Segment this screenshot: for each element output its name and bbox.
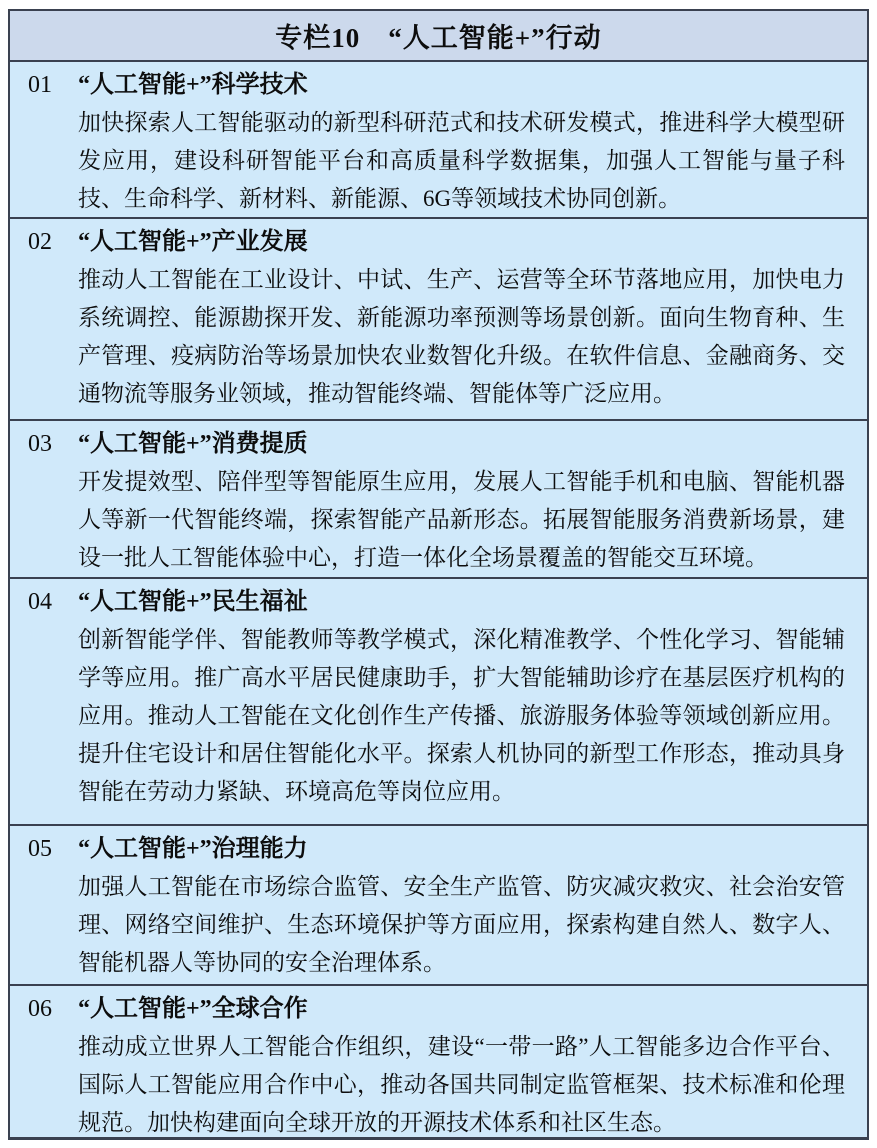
section-title: “人工智能+”科学技术	[78, 72, 308, 98]
section-title: “人工智能+”治理能力	[78, 836, 308, 862]
panel-title: 专栏10 “人工智能+”行动	[275, 23, 602, 53]
section-number: 05	[28, 836, 52, 862]
section-number: 04	[28, 589, 52, 615]
section-body: 开发提效型、陪伴型等智能原生应用，发展人工智能手机和电脑、智能机器人等新一代智能终端，探索智能产品新形态。拓展智能服务消费新场景，建设一批人工智能体验中心，打造一体化全场景覆盖的智能交互环境。	[78, 469, 845, 570]
section-number: 01	[28, 72, 52, 98]
section-title: “人工智能+”民生福祉	[78, 589, 308, 615]
section-industry-development	[10, 217, 867, 419]
section-governance-capacity	[10, 824, 867, 984]
ai-plus-action-panel	[8, 9, 869, 1140]
section-number: 06	[28, 996, 52, 1022]
section-title: “人工智能+”消费提质	[78, 431, 308, 457]
section-body: 推动人工智能在工业设计、中试、生产、运营等全环节落地应用，加快电力系统调控、能源勘探开发、新能源功率预测等场景创新。面向生物育种、生产管理、疫病防治等场景加快农业数智化升级。在软件信息、金融商务、交通物流等服务业领域，推动智能终端、智能体等广泛应用。	[78, 267, 845, 406]
section-heading	[28, 583, 845, 621]
section-body: 加强人工智能在市场综合监管、安全生产监管、防灾减灾救灾、社会治安管理、网络空间维护、生态环境保护等方面应用，探索构建自然人、数字人、智能机器人等协同的安全治理体系。	[78, 874, 845, 975]
section-consumption-quality	[10, 419, 867, 577]
section-body: 推动成立世界人工智能合作组织，建设“一带一路”人工智能多边合作平台、国际人工智能应用合作中心，推动各国共同制定监管框架、技术标准和伦理规范。加快构建面向全球开放的开源技术体系和社区生态。	[78, 1034, 845, 1135]
section-title: “人工智能+”全球合作	[78, 996, 308, 1022]
section-heading	[28, 425, 845, 463]
section-heading	[28, 830, 845, 868]
section-number: 02	[28, 229, 52, 255]
section-livelihood-welfare	[10, 577, 867, 824]
section-heading	[28, 223, 845, 261]
section-global-cooperation	[10, 984, 867, 1137]
section-title: “人工智能+”产业发展	[78, 229, 308, 255]
section-heading	[28, 990, 845, 1028]
section-science-technology	[10, 62, 867, 217]
panel-header	[10, 11, 867, 62]
section-number: 03	[28, 431, 52, 457]
section-heading	[28, 66, 845, 104]
section-body: 创新智能学伴、智能教师等教学模式，深化精准教学、个性化学习、智能辅学等应用。推广高水平居民健康助手，扩大智能辅助诊疗在基层医疗机构的应用。推动人工智能在文化创作生产传播、旅游服务体验等领域创新应用。提升住宅设计和居住智能化水平。探索人机协同的新型工作形态，推动具身智能在劳动力紧缺、环境高危等岗位应用。	[78, 627, 845, 804]
section-body: 加快探索人工智能驱动的新型科研范式和技术研发模式，推进科学大模型研发应用，建设科研智能平台和高质量科学数据集，加强人工智能与量子科技、生命科学、新材料、新能源、6G等领域技术协同创新。	[78, 110, 845, 211]
